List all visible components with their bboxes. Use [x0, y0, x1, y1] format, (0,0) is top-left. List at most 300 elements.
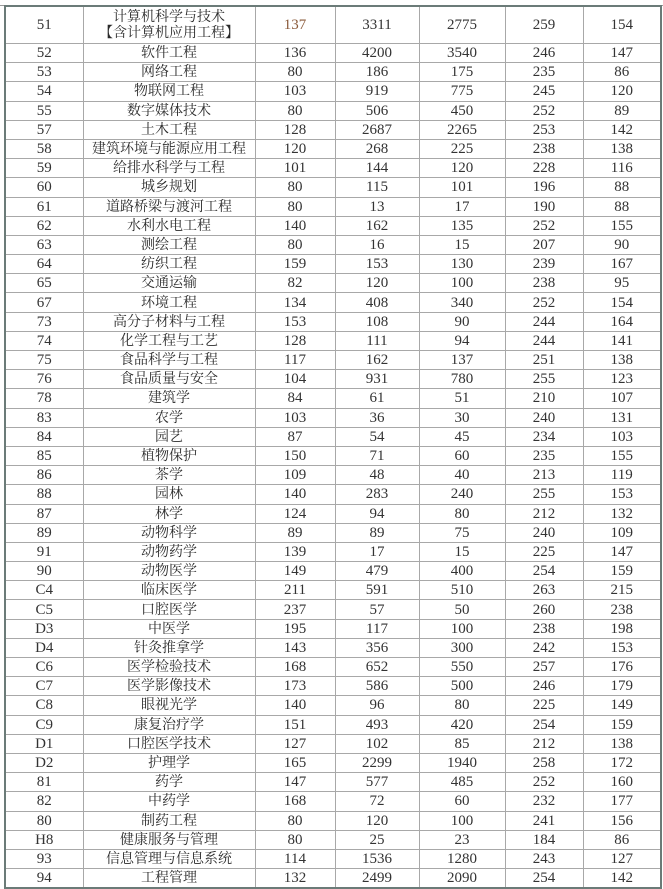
major-code: 60	[5, 178, 83, 197]
value-col-1: 80	[255, 178, 335, 197]
major-name	[83, 351, 255, 370]
major-name	[83, 466, 255, 485]
major-name	[83, 178, 255, 197]
value-col-4: 251	[505, 351, 583, 370]
value-col-1: 137	[255, 6, 335, 44]
table-row	[5, 274, 661, 293]
value-col-5: 86	[583, 63, 661, 82]
table-row	[5, 542, 661, 561]
value-col-3: 2265	[419, 120, 505, 139]
value-col-2: 16	[335, 235, 419, 254]
major-code: 64	[5, 255, 83, 274]
value-col-1: 127	[255, 734, 335, 753]
value-col-2: 108	[335, 312, 419, 331]
value-col-1: 150	[255, 446, 335, 465]
value-col-2: 3311	[335, 6, 419, 44]
value-col-2: 356	[335, 638, 419, 657]
major-name	[83, 504, 255, 523]
value-col-1: 139	[255, 542, 335, 561]
value-col-5: 160	[583, 773, 661, 792]
value-col-1: 89	[255, 523, 335, 542]
table-row	[5, 446, 661, 465]
table-row	[5, 120, 661, 139]
major-name-line: 环境工程	[141, 294, 197, 311]
value-col-4: 263	[505, 581, 583, 600]
value-col-3: 120	[419, 159, 505, 178]
value-col-1: 124	[255, 504, 335, 523]
major-name-note: 【含计算机应用工程】	[99, 25, 239, 41]
value-col-1: 140	[255, 216, 335, 235]
table-row	[5, 235, 661, 254]
value-col-4: 254	[505, 869, 583, 889]
major-name	[83, 274, 255, 293]
major-name	[83, 696, 255, 715]
major-name-line: 测绘工程	[141, 236, 197, 253]
major-code: C9	[5, 715, 83, 734]
major-code: 82	[5, 792, 83, 811]
value-col-1: 132	[255, 869, 335, 889]
value-col-1: 80	[255, 197, 335, 216]
table-row	[5, 696, 661, 715]
value-col-5: 149	[583, 696, 661, 715]
value-col-4: 225	[505, 696, 583, 715]
major-code: C6	[5, 658, 83, 677]
table-row	[5, 485, 661, 504]
value-col-3: 80	[419, 504, 505, 523]
value-col-3: 300	[419, 638, 505, 657]
value-col-4: 243	[505, 849, 583, 868]
value-col-4: 228	[505, 159, 583, 178]
value-col-3: 340	[419, 293, 505, 312]
value-col-2: 4200	[335, 44, 419, 63]
value-col-2: 268	[335, 139, 419, 158]
major-name-line: 网络工程	[141, 64, 197, 81]
table-row	[5, 331, 661, 350]
major-code: 75	[5, 351, 83, 370]
major-name-line: 道路桥梁与渡河工程	[106, 198, 232, 215]
major-code: D3	[5, 619, 83, 638]
table-row	[5, 504, 661, 523]
major-name	[83, 446, 255, 465]
value-col-4: 254	[505, 715, 583, 734]
value-col-5: 159	[583, 562, 661, 581]
value-col-2: 2687	[335, 120, 419, 139]
value-col-4: 184	[505, 830, 583, 849]
major-name-line: 信息管理与信息系统	[106, 850, 232, 867]
major-code: C5	[5, 600, 83, 619]
major-code: 76	[5, 370, 83, 389]
major-name-line: 数字媒体技术	[127, 102, 211, 119]
major-name-line: 食品质量与安全	[120, 371, 218, 388]
value-col-3: 130	[419, 255, 505, 274]
value-col-1: 165	[255, 753, 335, 772]
value-col-4: 190	[505, 197, 583, 216]
value-col-5: 154	[583, 293, 661, 312]
major-name-line: 制药工程	[141, 812, 197, 829]
major-name	[83, 677, 255, 696]
table-row	[5, 715, 661, 734]
value-col-5: 215	[583, 581, 661, 600]
major-code: 94	[5, 869, 83, 889]
value-col-3: 40	[419, 466, 505, 485]
table-row	[5, 389, 661, 408]
value-col-2: 2499	[335, 869, 419, 889]
major-code: 83	[5, 408, 83, 427]
major-code: C8	[5, 696, 83, 715]
value-col-2: 102	[335, 734, 419, 753]
value-col-3: 60	[419, 792, 505, 811]
table-row	[5, 139, 661, 158]
value-col-5: 176	[583, 658, 661, 677]
value-col-3: 1280	[419, 849, 505, 868]
major-code: 61	[5, 197, 83, 216]
value-col-2: 25	[335, 830, 419, 849]
table-row	[5, 677, 661, 696]
table-row	[5, 600, 661, 619]
value-col-5: 164	[583, 312, 661, 331]
value-col-5: 132	[583, 504, 661, 523]
value-col-2: 186	[335, 63, 419, 82]
value-col-1: 103	[255, 82, 335, 101]
value-col-2: 120	[335, 274, 419, 293]
value-col-3: 60	[419, 446, 505, 465]
value-col-2: 591	[335, 581, 419, 600]
table-row	[5, 408, 661, 427]
major-name	[83, 830, 255, 849]
major-name-line: 健康服务与管理	[120, 831, 218, 848]
value-col-1: 168	[255, 658, 335, 677]
value-col-4: 240	[505, 523, 583, 542]
major-code: 74	[5, 331, 83, 350]
value-col-1: 117	[255, 351, 335, 370]
value-col-4: 210	[505, 389, 583, 408]
major-code: 57	[5, 120, 83, 139]
value-col-2: 931	[335, 370, 419, 389]
value-col-5: 116	[583, 159, 661, 178]
major-code: 63	[5, 235, 83, 254]
value-col-2: 506	[335, 101, 419, 120]
value-col-4: 246	[505, 677, 583, 696]
value-col-5: 86	[583, 830, 661, 849]
value-col-5: 95	[583, 274, 661, 293]
major-code: 88	[5, 485, 83, 504]
value-col-2: 36	[335, 408, 419, 427]
value-col-4: 255	[505, 370, 583, 389]
value-col-4: 207	[505, 235, 583, 254]
value-col-2: 17	[335, 542, 419, 561]
value-col-3: 420	[419, 715, 505, 734]
value-col-4: 258	[505, 753, 583, 772]
value-col-4: 212	[505, 734, 583, 753]
major-name-line: 动物医学	[141, 563, 197, 580]
major-name	[83, 63, 255, 82]
value-col-3: 45	[419, 427, 505, 446]
value-col-5: 155	[583, 446, 661, 465]
value-col-5: 179	[583, 677, 661, 696]
value-col-3: 15	[419, 235, 505, 254]
value-col-2: 652	[335, 658, 419, 677]
major-name-line: 植物保护	[141, 448, 197, 465]
major-name-line: 动物药学	[141, 543, 197, 560]
table-row	[5, 753, 661, 772]
value-col-2: 408	[335, 293, 419, 312]
value-col-5: 147	[583, 542, 661, 561]
value-col-4: 235	[505, 63, 583, 82]
value-col-2: 94	[335, 504, 419, 523]
value-col-5: 238	[583, 600, 661, 619]
value-col-2: 577	[335, 773, 419, 792]
major-code: 58	[5, 139, 83, 158]
value-col-4: 245	[505, 82, 583, 101]
value-col-5: 155	[583, 216, 661, 235]
major-name-line: 物联网工程	[134, 83, 204, 100]
value-col-4: 196	[505, 178, 583, 197]
value-col-2: 162	[335, 351, 419, 370]
major-code: 54	[5, 82, 83, 101]
value-col-1: 168	[255, 792, 335, 811]
major-code: 87	[5, 504, 83, 523]
major-code: 86	[5, 466, 83, 485]
major-code: 62	[5, 216, 83, 235]
value-col-1: 87	[255, 427, 335, 446]
major-name-line: 建筑学	[148, 390, 190, 407]
value-col-1: 147	[255, 773, 335, 792]
value-col-5: 89	[583, 101, 661, 120]
value-col-4: 244	[505, 331, 583, 350]
value-col-3: 775	[419, 82, 505, 101]
value-col-5: 88	[583, 178, 661, 197]
value-col-5: 103	[583, 427, 661, 446]
major-name-line: 交通运输	[141, 275, 197, 292]
table-row	[5, 101, 661, 120]
major-name-line: 农学	[155, 409, 183, 426]
value-col-5: 109	[583, 523, 661, 542]
major-name	[83, 715, 255, 734]
value-col-3: 85	[419, 734, 505, 753]
major-name	[83, 792, 255, 811]
major-name-line: 水利水电工程	[127, 217, 211, 234]
value-col-5: 107	[583, 389, 661, 408]
major-name	[83, 638, 255, 657]
major-code: 55	[5, 101, 83, 120]
value-col-3: 135	[419, 216, 505, 235]
major-name-line: 园艺	[155, 428, 183, 445]
value-col-3: 30	[419, 408, 505, 427]
major-name	[83, 753, 255, 772]
table-row	[5, 197, 661, 216]
major-name	[83, 811, 255, 830]
value-col-5: 131	[583, 408, 661, 427]
value-col-2: 89	[335, 523, 419, 542]
value-col-2: 71	[335, 446, 419, 465]
major-name	[83, 869, 255, 889]
major-name	[83, 255, 255, 274]
major-code: 73	[5, 312, 83, 331]
value-col-4: 238	[505, 274, 583, 293]
table-row	[5, 255, 661, 274]
value-col-4: 257	[505, 658, 583, 677]
major-code: 84	[5, 427, 83, 446]
value-col-2: 96	[335, 696, 419, 715]
value-col-5: 153	[583, 485, 661, 504]
value-col-2: 13	[335, 197, 419, 216]
value-col-1: 195	[255, 619, 335, 638]
value-col-1: 114	[255, 849, 335, 868]
major-name	[83, 331, 255, 350]
value-col-2: 2299	[335, 753, 419, 772]
value-col-5: 138	[583, 734, 661, 753]
value-col-3: 2090	[419, 869, 505, 889]
value-col-1: 101	[255, 159, 335, 178]
value-col-3: 450	[419, 101, 505, 120]
major-name-line: 高分子材料与工程	[113, 313, 225, 330]
value-col-5: 127	[583, 849, 661, 868]
value-col-5: 172	[583, 753, 661, 772]
value-col-2: 153	[335, 255, 419, 274]
major-name	[83, 312, 255, 331]
value-col-5: 141	[583, 331, 661, 350]
value-col-4: 254	[505, 562, 583, 581]
admission-score-table	[4, 5, 662, 889]
table-row	[5, 159, 661, 178]
major-name-line: 临床医学	[141, 582, 197, 599]
value-col-4: 255	[505, 485, 583, 504]
major-name	[83, 600, 255, 619]
value-col-4: 253	[505, 120, 583, 139]
value-col-2: 919	[335, 82, 419, 101]
value-col-3: 100	[419, 811, 505, 830]
value-col-3: 550	[419, 658, 505, 677]
value-col-3: 240	[419, 485, 505, 504]
value-col-5: 120	[583, 82, 661, 101]
value-col-1: 128	[255, 120, 335, 139]
table-row	[5, 619, 661, 638]
value-col-1: 149	[255, 562, 335, 581]
major-name-line: 针灸推拿学	[134, 639, 204, 656]
major-code: 59	[5, 159, 83, 178]
major-name-line: 眼视光学	[141, 697, 197, 714]
value-col-1: 80	[255, 830, 335, 849]
value-col-1: 136	[255, 44, 335, 63]
major-name-line: 医学影像技术	[127, 678, 211, 695]
value-col-3: 51	[419, 389, 505, 408]
major-code: 53	[5, 63, 83, 82]
table-row	[5, 466, 661, 485]
value-col-1: 109	[255, 466, 335, 485]
value-col-3: 23	[419, 830, 505, 849]
value-col-2: 144	[335, 159, 419, 178]
value-col-5: 167	[583, 255, 661, 274]
major-name-line: 药学	[155, 774, 183, 791]
value-col-1: 159	[255, 255, 335, 274]
value-col-5: 138	[583, 139, 661, 158]
value-col-4: 238	[505, 139, 583, 158]
major-name-line: 土木工程	[141, 121, 197, 138]
value-col-4: 252	[505, 293, 583, 312]
value-col-5: 156	[583, 811, 661, 830]
table-row	[5, 178, 661, 197]
table-row	[5, 63, 661, 82]
value-col-4: 252	[505, 101, 583, 120]
major-name-line: 动物科学	[141, 524, 197, 541]
value-col-5: 138	[583, 351, 661, 370]
value-col-3: 400	[419, 562, 505, 581]
value-col-3: 100	[419, 619, 505, 638]
major-name	[83, 523, 255, 542]
table-row	[5, 44, 661, 63]
major-code: 90	[5, 562, 83, 581]
major-name	[83, 427, 255, 446]
major-code: C7	[5, 677, 83, 696]
value-col-1: 237	[255, 600, 335, 619]
major-name-line: 建筑环境与能源应用工程	[92, 141, 246, 158]
value-col-5: 142	[583, 869, 661, 889]
value-col-1: 80	[255, 235, 335, 254]
value-col-4: 242	[505, 638, 583, 657]
major-name	[83, 542, 255, 561]
table-row	[5, 216, 661, 235]
value-col-3: 101	[419, 178, 505, 197]
value-col-2: 493	[335, 715, 419, 734]
value-col-5: 123	[583, 370, 661, 389]
major-name-line: 医学检验技术	[127, 659, 211, 676]
value-col-1: 211	[255, 581, 335, 600]
value-col-3: 50	[419, 600, 505, 619]
value-col-3: 175	[419, 63, 505, 82]
value-col-3: 500	[419, 677, 505, 696]
value-col-2: 115	[335, 178, 419, 197]
value-col-3: 15	[419, 542, 505, 561]
value-col-4: 252	[505, 216, 583, 235]
major-name-line: 中药学	[148, 793, 190, 810]
major-name	[83, 120, 255, 139]
value-col-1: 143	[255, 638, 335, 657]
table-row	[5, 811, 661, 830]
value-col-5: 147	[583, 44, 661, 63]
table-row	[5, 312, 661, 331]
major-name-line: 护理学	[148, 755, 190, 772]
major-code: D1	[5, 734, 83, 753]
major-name	[83, 485, 255, 504]
major-name-line: 口腔医学	[141, 601, 197, 618]
value-col-2: 72	[335, 792, 419, 811]
major-name	[83, 44, 255, 63]
major-name-line: 工程管理	[141, 870, 197, 887]
table-row	[5, 293, 661, 312]
value-col-1: 104	[255, 370, 335, 389]
value-col-2: 54	[335, 427, 419, 446]
major-code: H8	[5, 830, 83, 849]
major-name-line: 茶学	[155, 467, 183, 484]
value-col-3: 17	[419, 197, 505, 216]
table-row	[5, 523, 661, 542]
value-col-3: 94	[419, 331, 505, 350]
value-col-2: 586	[335, 677, 419, 696]
major-code: 78	[5, 389, 83, 408]
major-code: 52	[5, 44, 83, 63]
major-name	[83, 82, 255, 101]
major-name-line: 中医学	[148, 620, 190, 637]
value-col-3: 137	[419, 351, 505, 370]
major-code: 67	[5, 293, 83, 312]
major-name-line: 林学	[155, 505, 183, 522]
major-code: 91	[5, 542, 83, 561]
value-col-1: 153	[255, 312, 335, 331]
value-col-3: 90	[419, 312, 505, 331]
value-col-4: 259	[505, 6, 583, 44]
major-name-line: 软件工程	[141, 45, 197, 62]
value-col-1: 80	[255, 101, 335, 120]
